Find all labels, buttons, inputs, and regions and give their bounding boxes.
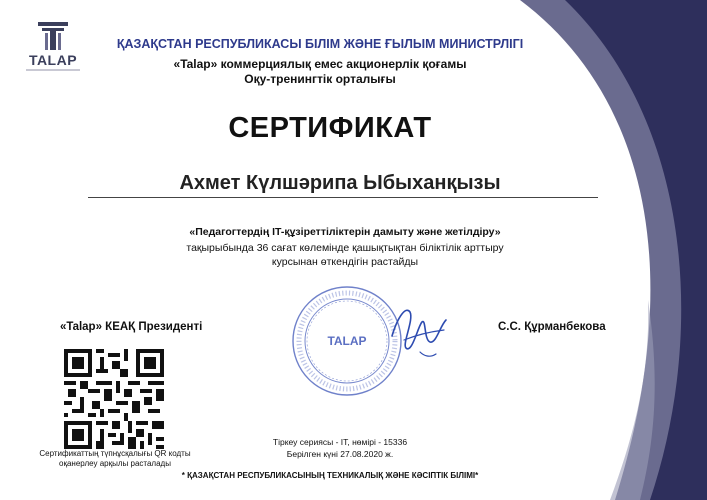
qr-code bbox=[64, 349, 164, 449]
course-description-line2: курсынан өткендігін растайды bbox=[271, 256, 419, 268]
course-description-line1: тақырыбында 36 сағат көлемінде қашықтықтан біліктілік арттыру bbox=[186, 242, 504, 254]
logo-text: TALAP bbox=[28, 52, 78, 68]
logo-underline bbox=[26, 69, 80, 71]
qr-caption-line2: оқанерлеу арқылы расталады bbox=[59, 459, 171, 468]
issue-date: Берілген күні 27.08.2020 ж. bbox=[286, 449, 394, 459]
seal-text: TALAP bbox=[327, 334, 367, 348]
org-subtitle: Оқу-тренингтік орталығы bbox=[244, 72, 396, 86]
name-underline bbox=[88, 197, 598, 198]
logo-mark-icon bbox=[18, 18, 88, 52]
recipient-name: Ахмет Күлшәрипа Ыбыханқызы bbox=[179, 172, 501, 194]
footer-note: * ҚАЗАҚСТАН РЕСПУБЛИКАСЫНЫҢ ТЕХНИКАЛЫҚ ЖӘНЕ КӘСІПТІК БІЛІМІ* bbox=[181, 471, 479, 480]
certificate-title: СЕРТИФИКАТ bbox=[228, 112, 432, 144]
president-label: «Talap» КЕАҚ Президенті bbox=[60, 321, 203, 333]
signature-mark bbox=[384, 296, 454, 366]
ministry-title: ҚАЗАҚСТАН РЕСПУБЛИКАСЫ БІЛІМ ЖӘНЕ ҒЫЛЫМ МИНИСТРЛІГІ bbox=[116, 37, 524, 51]
qr-caption-line1: Сертификаттың түпнұсқалығы QR кодты bbox=[39, 449, 191, 458]
org-name: «Talap» коммерциялық емес акционерлік қоғамы bbox=[173, 57, 467, 71]
signer-name: С.С. Құрманбекова bbox=[498, 321, 606, 333]
course-title: «Педагогтердің IT-құзіреттіліктерін дамыту және жетілдіру» bbox=[189, 226, 501, 238]
talap-logo bbox=[18, 18, 88, 74]
registration-number: Тіркеу сериясы - IT, нөмірі - 15336 bbox=[272, 437, 408, 447]
